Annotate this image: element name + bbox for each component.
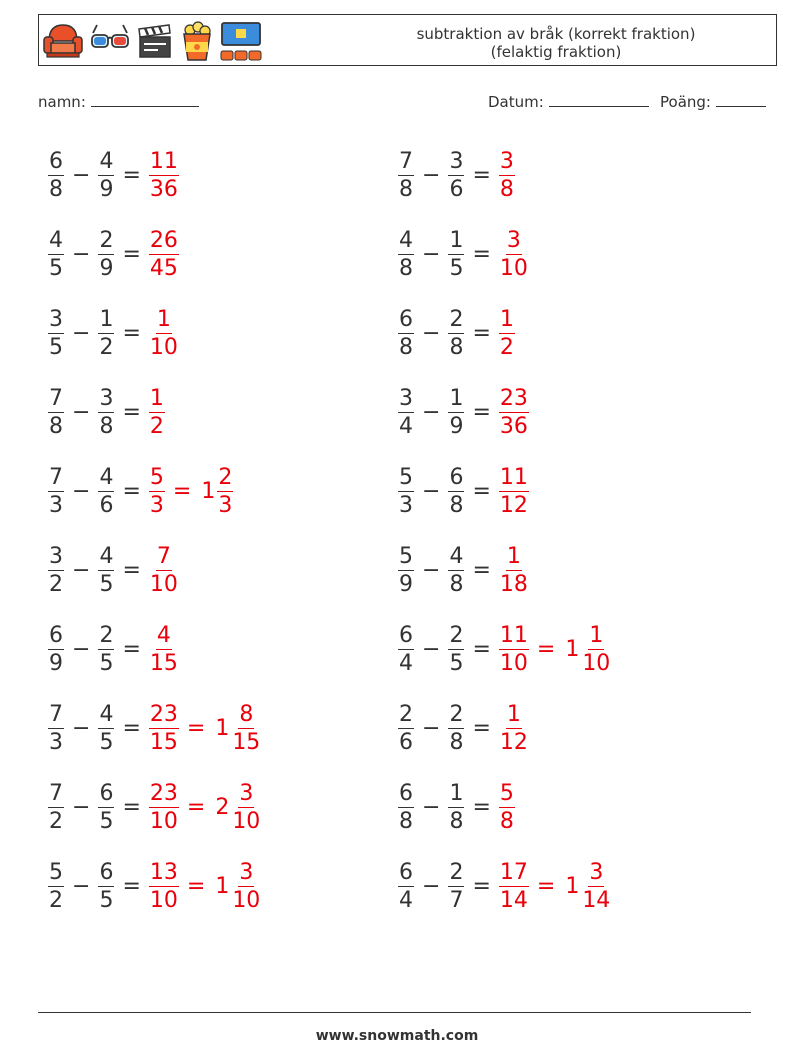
title-line-2: (felaktig fraktion) xyxy=(490,43,622,61)
denominator: 36 xyxy=(149,176,178,202)
problem-item xyxy=(396,775,517,839)
minuend-fraction xyxy=(398,859,414,914)
clapperboard-icon xyxy=(135,21,175,61)
worksheet-header xyxy=(38,14,777,66)
subtrahend-fraction xyxy=(98,780,114,835)
answer-fraction xyxy=(499,622,529,677)
denominator: 8 xyxy=(449,492,464,518)
denominator: 14 xyxy=(582,887,611,913)
denominator: 2 xyxy=(99,334,114,360)
denominator: 8 xyxy=(49,413,63,439)
denominator: 10 xyxy=(499,255,528,281)
problem-item xyxy=(396,617,613,681)
denominator: 10 xyxy=(149,887,178,913)
footer-url[interactable]: www.snowmath.com xyxy=(315,1028,479,1044)
numerator: 3 xyxy=(49,306,63,332)
numerator: 3 xyxy=(99,385,114,411)
minuend-fraction xyxy=(398,464,414,519)
mixed-fraction xyxy=(217,464,233,519)
denominator: 18 xyxy=(499,571,528,597)
numerator: 5 xyxy=(499,780,514,806)
equals-sign: = xyxy=(472,557,491,583)
problem-item xyxy=(46,222,181,286)
minus-sign: − xyxy=(72,794,91,820)
numerator: 4 xyxy=(156,622,171,648)
problem-item xyxy=(46,538,181,602)
popcorn-icon xyxy=(179,20,215,62)
equals-sign: = xyxy=(122,162,141,188)
numerator: 6 xyxy=(399,859,413,885)
numerator: 1 xyxy=(99,306,114,332)
minus-sign: − xyxy=(422,636,441,662)
answer-fraction xyxy=(499,227,529,282)
equals-sign: = xyxy=(122,794,141,820)
equals-sign: = xyxy=(536,636,556,662)
answer-fraction xyxy=(149,227,179,282)
denominator: 2 xyxy=(49,571,63,597)
numerator: 6 xyxy=(399,306,413,332)
numerator: 1 xyxy=(449,385,464,411)
equals-sign: = xyxy=(472,794,491,820)
date-field[interactable] xyxy=(488,92,649,111)
denominator: 2 xyxy=(49,887,63,913)
denominator: 10 xyxy=(232,887,261,913)
minus-sign: − xyxy=(72,320,91,346)
answer-fraction xyxy=(499,148,515,203)
score-blank[interactable] xyxy=(716,92,766,107)
minuend-fraction xyxy=(398,780,414,835)
minus-sign: − xyxy=(422,399,441,425)
equals-sign: = xyxy=(536,873,556,899)
numerator: 1 xyxy=(449,780,464,806)
equals-sign: = xyxy=(472,873,491,899)
mixed-fraction xyxy=(231,859,261,914)
minuend-fraction xyxy=(398,148,414,203)
denominator: 8 xyxy=(449,808,464,834)
minus-sign: − xyxy=(422,715,441,741)
denominator: 12 xyxy=(499,729,528,755)
numerator: 4 xyxy=(99,464,114,490)
denominator: 3 xyxy=(49,729,63,755)
subtrahend-fraction xyxy=(448,622,464,677)
subtrahend-fraction xyxy=(98,543,114,598)
denominator: 6 xyxy=(99,492,114,518)
denominator: 2 xyxy=(49,808,63,834)
minus-sign: − xyxy=(72,557,91,583)
denominator: 8 xyxy=(399,808,413,834)
minus-sign: − xyxy=(422,241,441,267)
equals-sign: = xyxy=(472,636,491,662)
minus-sign: − xyxy=(72,399,91,425)
answer-fraction xyxy=(149,780,179,835)
denominator: 10 xyxy=(499,650,528,676)
numerator: 5 xyxy=(49,859,63,885)
denominator: 15 xyxy=(232,729,261,755)
denominator: 5 xyxy=(99,887,114,913)
numerator: 11 xyxy=(499,622,528,648)
denominator: 9 xyxy=(49,650,63,676)
minuend-fraction xyxy=(48,148,64,203)
answer-fraction xyxy=(149,859,179,914)
problem-item xyxy=(46,617,181,681)
numerator: 4 xyxy=(449,543,464,569)
answer-fraction xyxy=(149,701,179,756)
denominator: 8 xyxy=(399,255,413,281)
answer-fraction xyxy=(149,385,165,440)
answer-fraction xyxy=(499,464,529,519)
problem-item xyxy=(396,538,531,602)
numerator: 8 xyxy=(239,701,254,727)
answer-fraction xyxy=(499,543,529,598)
minuend-fraction xyxy=(48,464,64,519)
numerator: 1 xyxy=(506,543,521,569)
numerator: 11 xyxy=(149,148,178,174)
numerator: 6 xyxy=(99,859,114,885)
title-line-1: subtraktion av bråk (korrekt fraktion) xyxy=(416,25,696,43)
denominator: 6 xyxy=(449,176,464,202)
date-blank[interactable] xyxy=(549,92,649,107)
numerator: 11 xyxy=(499,464,528,490)
answer-fraction xyxy=(499,701,529,756)
subtrahend-fraction xyxy=(98,306,114,361)
denominator: 2 xyxy=(499,334,514,360)
footer-divider xyxy=(38,1012,751,1013)
numerator: 3 xyxy=(49,543,63,569)
answer-fraction xyxy=(149,543,179,598)
minus-sign: − xyxy=(72,478,91,504)
minus-sign: − xyxy=(72,636,91,662)
subtrahend-fraction xyxy=(448,543,464,598)
minuend-fraction xyxy=(398,227,414,282)
subtrahend-fraction xyxy=(98,464,114,519)
minuend-fraction xyxy=(398,385,414,440)
minuend-fraction xyxy=(48,306,64,361)
name-label: namn: xyxy=(38,93,86,111)
problem-item xyxy=(46,854,263,918)
numerator: 5 xyxy=(399,543,413,569)
denominator: 5 xyxy=(99,729,114,755)
numerator: 4 xyxy=(99,148,114,174)
equals-sign: = xyxy=(122,715,141,741)
subtrahend-fraction xyxy=(448,148,464,203)
numerator: 1 xyxy=(449,227,464,253)
denominator: 8 xyxy=(49,176,63,202)
minuend-fraction xyxy=(398,701,414,756)
equals-sign: = xyxy=(122,241,141,267)
equals-sign: = xyxy=(122,636,141,662)
problem-item xyxy=(396,143,517,207)
denominator: 4 xyxy=(399,413,413,439)
equals-sign: = xyxy=(122,399,141,425)
denominator: 10 xyxy=(232,808,261,834)
subtrahend-fraction xyxy=(448,385,464,440)
denominator: 15 xyxy=(149,729,178,755)
denominator: 3 xyxy=(399,492,413,518)
subtrahend-fraction xyxy=(98,227,114,282)
subtrahend-fraction xyxy=(98,148,114,203)
minus-sign: − xyxy=(422,794,441,820)
numerator: 1 xyxy=(499,306,514,332)
mixed-fraction xyxy=(581,859,611,914)
problem-item xyxy=(46,301,181,365)
minuend-fraction xyxy=(398,543,414,598)
subtrahend-fraction xyxy=(448,464,464,519)
problem-item xyxy=(396,696,531,760)
minuend-fraction xyxy=(48,780,64,835)
tv-screen-icon xyxy=(219,20,263,62)
numerator: 2 xyxy=(99,622,114,648)
problem-item xyxy=(46,459,235,523)
minus-sign: − xyxy=(422,478,441,504)
numerator: 4 xyxy=(99,543,114,569)
name-field[interactable] xyxy=(38,92,199,111)
equals-sign: = xyxy=(472,715,491,741)
mixed-fraction xyxy=(581,622,611,677)
equals-sign: = xyxy=(186,794,206,820)
minus-sign: − xyxy=(72,715,91,741)
subtrahend-fraction xyxy=(448,859,464,914)
mixed-whole: 1 xyxy=(201,478,216,504)
date-label: Datum: xyxy=(488,93,544,111)
numerator: 5 xyxy=(149,464,164,490)
numerator: 7 xyxy=(49,701,63,727)
numerator: 26 xyxy=(149,227,178,253)
equals-sign: = xyxy=(472,241,491,267)
denominator: 9 xyxy=(399,571,413,597)
numerator: 6 xyxy=(399,622,413,648)
problem-item xyxy=(46,775,263,839)
problem-item xyxy=(46,696,263,760)
denominator: 10 xyxy=(149,571,178,597)
numerator: 2 xyxy=(449,306,464,332)
numerator: 5 xyxy=(399,464,413,490)
subtrahend-fraction xyxy=(98,701,114,756)
denominator: 3 xyxy=(218,492,233,518)
problem-item xyxy=(46,380,167,444)
numerator: 2 xyxy=(449,622,464,648)
answer-fraction xyxy=(499,859,529,914)
minuend-fraction xyxy=(48,227,64,282)
minus-sign: − xyxy=(422,162,441,188)
mixed-fraction xyxy=(231,701,261,756)
equals-sign: = xyxy=(472,399,491,425)
numerator: 7 xyxy=(156,543,171,569)
header-icons xyxy=(41,19,263,63)
numerator: 2 xyxy=(218,464,233,490)
denominator: 8 xyxy=(499,176,514,202)
problem-item xyxy=(396,854,613,918)
denominator: 5 xyxy=(49,334,63,360)
numerator: 3 xyxy=(399,385,413,411)
numerator: 3 xyxy=(589,859,604,885)
mixed-whole: 1 xyxy=(215,873,230,899)
denominator: 2 xyxy=(149,413,164,439)
numerator: 6 xyxy=(99,780,114,806)
numerator: 7 xyxy=(49,780,63,806)
denominator: 3 xyxy=(149,492,164,518)
denominator: 4 xyxy=(399,650,413,676)
denominator: 10 xyxy=(149,334,178,360)
denominator: 8 xyxy=(99,413,114,439)
mixed-whole: 1 xyxy=(565,873,580,899)
denominator: 5 xyxy=(449,255,464,281)
mixed-whole: 2 xyxy=(215,794,230,820)
minuend-fraction xyxy=(48,385,64,440)
minuend-fraction xyxy=(398,622,414,677)
minuend-fraction xyxy=(48,622,64,677)
answer-fraction xyxy=(499,780,515,835)
denominator: 8 xyxy=(399,334,413,360)
subtrahend-fraction xyxy=(98,622,114,677)
numerator: 13 xyxy=(149,859,178,885)
numerator: 4 xyxy=(99,701,114,727)
minus-sign: − xyxy=(72,873,91,899)
numerator: 23 xyxy=(149,701,178,727)
numerator: 1 xyxy=(156,306,171,332)
numerator: 3 xyxy=(239,780,254,806)
numerator: 7 xyxy=(49,464,63,490)
numerator: 3 xyxy=(449,148,464,174)
numerator: 6 xyxy=(49,148,63,174)
denominator: 5 xyxy=(99,808,114,834)
problem-item xyxy=(396,222,531,286)
denominator: 9 xyxy=(99,176,114,202)
denominator: 4 xyxy=(399,887,413,913)
denominator: 5 xyxy=(449,650,464,676)
subtrahend-fraction xyxy=(448,701,464,756)
numerator: 6 xyxy=(49,622,63,648)
3d-glasses-icon xyxy=(89,21,131,61)
numerator: 2 xyxy=(99,227,114,253)
denominator: 9 xyxy=(449,413,464,439)
denominator: 7 xyxy=(449,887,464,913)
denominator: 14 xyxy=(499,887,528,913)
answer-fraction xyxy=(149,148,179,203)
equals-sign: = xyxy=(472,478,491,504)
denominator: 5 xyxy=(49,255,63,281)
numerator: 23 xyxy=(149,780,178,806)
denominator: 6 xyxy=(399,729,413,755)
denominator: 15 xyxy=(149,650,178,676)
subtrahend-fraction xyxy=(98,385,114,440)
numerator: 1 xyxy=(149,385,164,411)
answer-fraction xyxy=(149,622,179,677)
denominator: 12 xyxy=(499,492,528,518)
denominator: 8 xyxy=(449,334,464,360)
equals-sign: = xyxy=(186,715,206,741)
denominator: 5 xyxy=(99,571,114,597)
numerator: 2 xyxy=(449,859,464,885)
mixed-fraction xyxy=(231,780,261,835)
denominator: 5 xyxy=(99,650,114,676)
denominator: 3 xyxy=(49,492,63,518)
subtrahend-fraction xyxy=(98,859,114,914)
minus-sign: − xyxy=(72,162,91,188)
equals-sign: = xyxy=(122,320,141,346)
numerator: 17 xyxy=(499,859,528,885)
minus-sign: − xyxy=(422,873,441,899)
answer-fraction xyxy=(149,464,165,519)
equals-sign: = xyxy=(186,873,206,899)
worksheet-title xyxy=(376,25,736,61)
answer-fraction xyxy=(499,385,529,440)
subtrahend-fraction xyxy=(448,306,464,361)
numerator: 23 xyxy=(499,385,528,411)
minuend-fraction xyxy=(48,543,64,598)
numerator: 3 xyxy=(239,859,254,885)
mixed-whole: 1 xyxy=(565,636,580,662)
numerator: 6 xyxy=(399,780,413,806)
mixed-whole: 1 xyxy=(215,715,230,741)
denominator: 36 xyxy=(499,413,528,439)
score-label: Poäng: xyxy=(660,93,711,111)
numerator: 2 xyxy=(449,701,464,727)
denominator: 10 xyxy=(149,808,178,834)
problem-item xyxy=(396,459,531,523)
minuend-fraction xyxy=(398,306,414,361)
numerator: 1 xyxy=(589,622,604,648)
answer-fraction xyxy=(499,306,515,361)
name-blank[interactable] xyxy=(91,92,199,107)
numerator: 4 xyxy=(399,227,413,253)
numerator: 4 xyxy=(49,227,63,253)
minus-sign: − xyxy=(422,320,441,346)
problem-item xyxy=(396,380,531,444)
numerator: 1 xyxy=(506,701,521,727)
equals-sign: = xyxy=(172,478,192,504)
minus-sign: − xyxy=(422,557,441,583)
denominator: 10 xyxy=(582,650,611,676)
subtrahend-fraction xyxy=(448,227,464,282)
numerator: 7 xyxy=(399,148,413,174)
numerator: 7 xyxy=(49,385,63,411)
subtrahend-fraction xyxy=(448,780,464,835)
denominator: 8 xyxy=(449,571,464,597)
minuend-fraction xyxy=(48,859,64,914)
problem-item xyxy=(396,301,517,365)
denominator: 8 xyxy=(399,176,413,202)
numerator: 2 xyxy=(399,701,413,727)
minuend-fraction xyxy=(48,701,64,756)
numerator: 6 xyxy=(449,464,464,490)
equals-sign: = xyxy=(122,873,141,899)
denominator: 9 xyxy=(99,255,114,281)
numerator: 3 xyxy=(506,227,521,253)
equals-sign: = xyxy=(122,478,141,504)
denominator: 45 xyxy=(149,255,178,281)
problem-item xyxy=(46,143,181,207)
answer-fraction xyxy=(149,306,179,361)
minus-sign: − xyxy=(72,241,91,267)
numerator: 3 xyxy=(499,148,514,174)
denominator: 8 xyxy=(449,729,464,755)
denominator: 8 xyxy=(499,808,514,834)
equals-sign: = xyxy=(472,162,491,188)
equals-sign: = xyxy=(472,320,491,346)
score-field[interactable] xyxy=(660,92,766,111)
equals-sign: = xyxy=(122,557,141,583)
armchair-icon xyxy=(41,21,85,61)
